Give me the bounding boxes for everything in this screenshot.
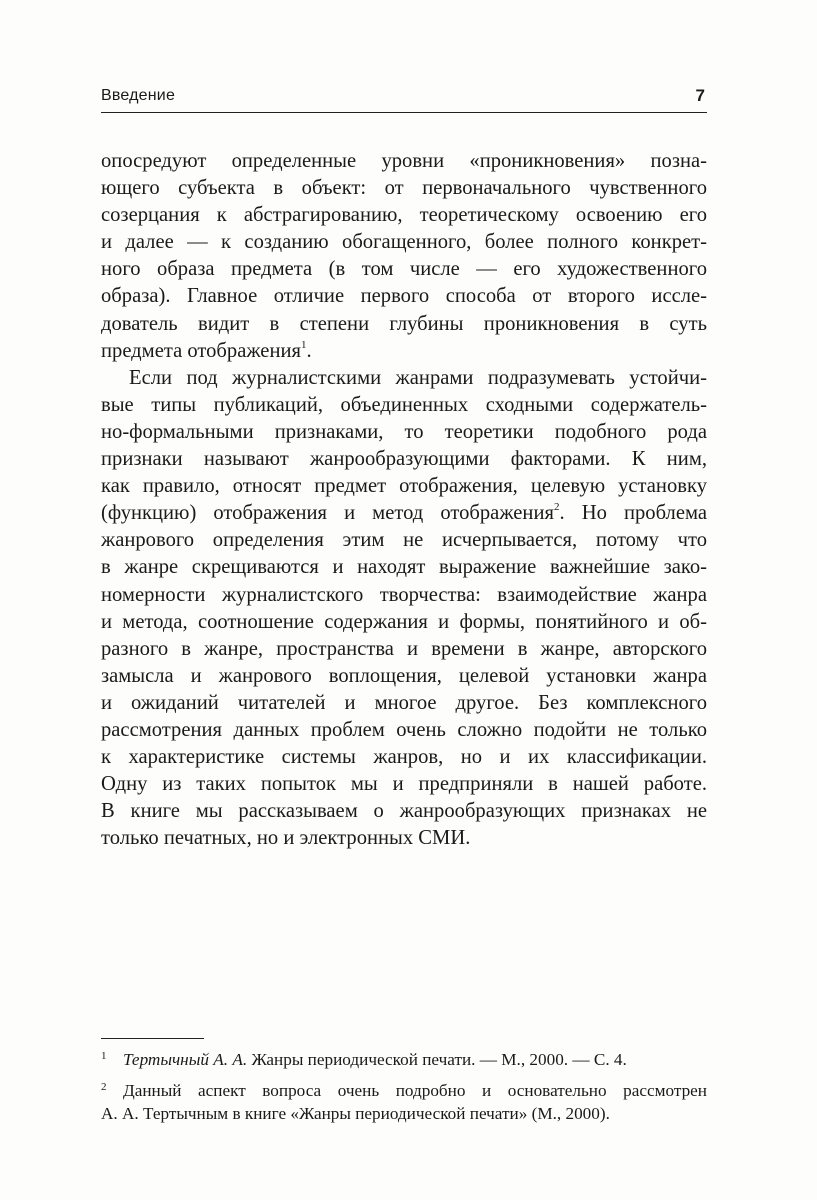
text-line: и далее — к созданию обогащенного, более полного конкрет- [101, 231, 707, 254]
footnote-ref-2[interactable]: 2 [553, 501, 560, 514]
text-line: только печатных, но и электронных СМИ. [101, 827, 471, 850]
text-line: ющего субъекта в объект: от первоначального чувственного [101, 177, 707, 200]
text-line: вые типы публикаций, объединенных сходными содержатель- [101, 393, 707, 416]
text-line: разного в жанре, пространства и времени в жанре, авторского [101, 637, 707, 660]
text-line: В книге мы рассказываем о жанрообразующих признаках не [101, 800, 707, 823]
footnote-separator [101, 1038, 204, 1039]
text-line: как правило, относят предмет отображения, целевую установку [101, 475, 707, 498]
text-line: жанрового определения этим не исчерпывается, потому что [101, 529, 707, 552]
page-number: 7 [695, 86, 705, 105]
text-line: замысла и жанрового воплощения, целевой установки жанра [101, 664, 707, 687]
text-line: номерности журналистского творчества: взаимодействие жанра [101, 583, 707, 606]
section-title: Введение [101, 87, 176, 104]
text-line: и метода, соотношение содержания и формы, понятийного и об- [101, 610, 707, 633]
text-line [101, 338, 707, 365]
footnote-1: 1 Тертычный А. А. Жанры периодической печати. — М., 2000. — С. 4. [101, 1050, 627, 1069]
paragraph-first-line: Если под журналистскими жанрами подразумевать устойчи- [129, 366, 707, 389]
footnote-2: 2 Данный аспект вопроса очень подробно и основательно рассмотрен [101, 1081, 707, 1100]
text-line-content: . Но проблема [559, 502, 707, 525]
sentence-end: . [306, 339, 312, 362]
text-line: созерцания к абстрагированию, теоретическому освоению его [101, 204, 707, 227]
text-line: в жанре скрещиваются и находят выражение важнейшие зако- [101, 556, 707, 579]
text-line-content: (функцию) отображения и метод отображения [101, 502, 554, 525]
text-line: и ожиданий читателей и многое другое. Без комплексного [101, 691, 707, 714]
footnote-text: Данный аспект вопроса очень подробно и основательно рассмотрен [123, 1081, 707, 1100]
text-line: дователь видит в степени глубины проникновения в суть [101, 312, 707, 335]
footnotes [101, 1048, 707, 1125]
text-line: но-формальными признаками, то теоретики подобного рода [101, 420, 707, 443]
footnote-ref-1[interactable]: 1 [300, 338, 307, 351]
footnote-2-continuation: А. А. Тертычным в книге «Жанры периодической печати» (М., 2000). [101, 1104, 610, 1123]
footnote-text: Жанры периодической печати. — М., 2000. — С. 4. [247, 1050, 627, 1069]
body-text [101, 148, 707, 852]
text-line [101, 500, 707, 527]
text-line: признаки называют жанрообразующими факторами. К ним, [101, 448, 707, 471]
text-line: рассмотрения данных проблем очень сложно подойти не только [101, 718, 707, 741]
text-line: к характеристике системы жанров, но и их классификации. [101, 746, 707, 769]
footnote-author: Тертычный А. А. [123, 1050, 248, 1069]
text-line-content: предмета отображения [101, 339, 301, 362]
text-line: Одну из таких попыток мы и предприняли в нашей работе. [101, 773, 707, 796]
running-header [101, 86, 707, 113]
text-line: ного образа предмета (в том числе — его художественного [101, 258, 707, 281]
text-line: опосредуют определенные уровни «проникновения» позна- [101, 150, 707, 172]
text-line: образа). Главное отличие первого способа от второго иссле- [101, 285, 707, 308]
